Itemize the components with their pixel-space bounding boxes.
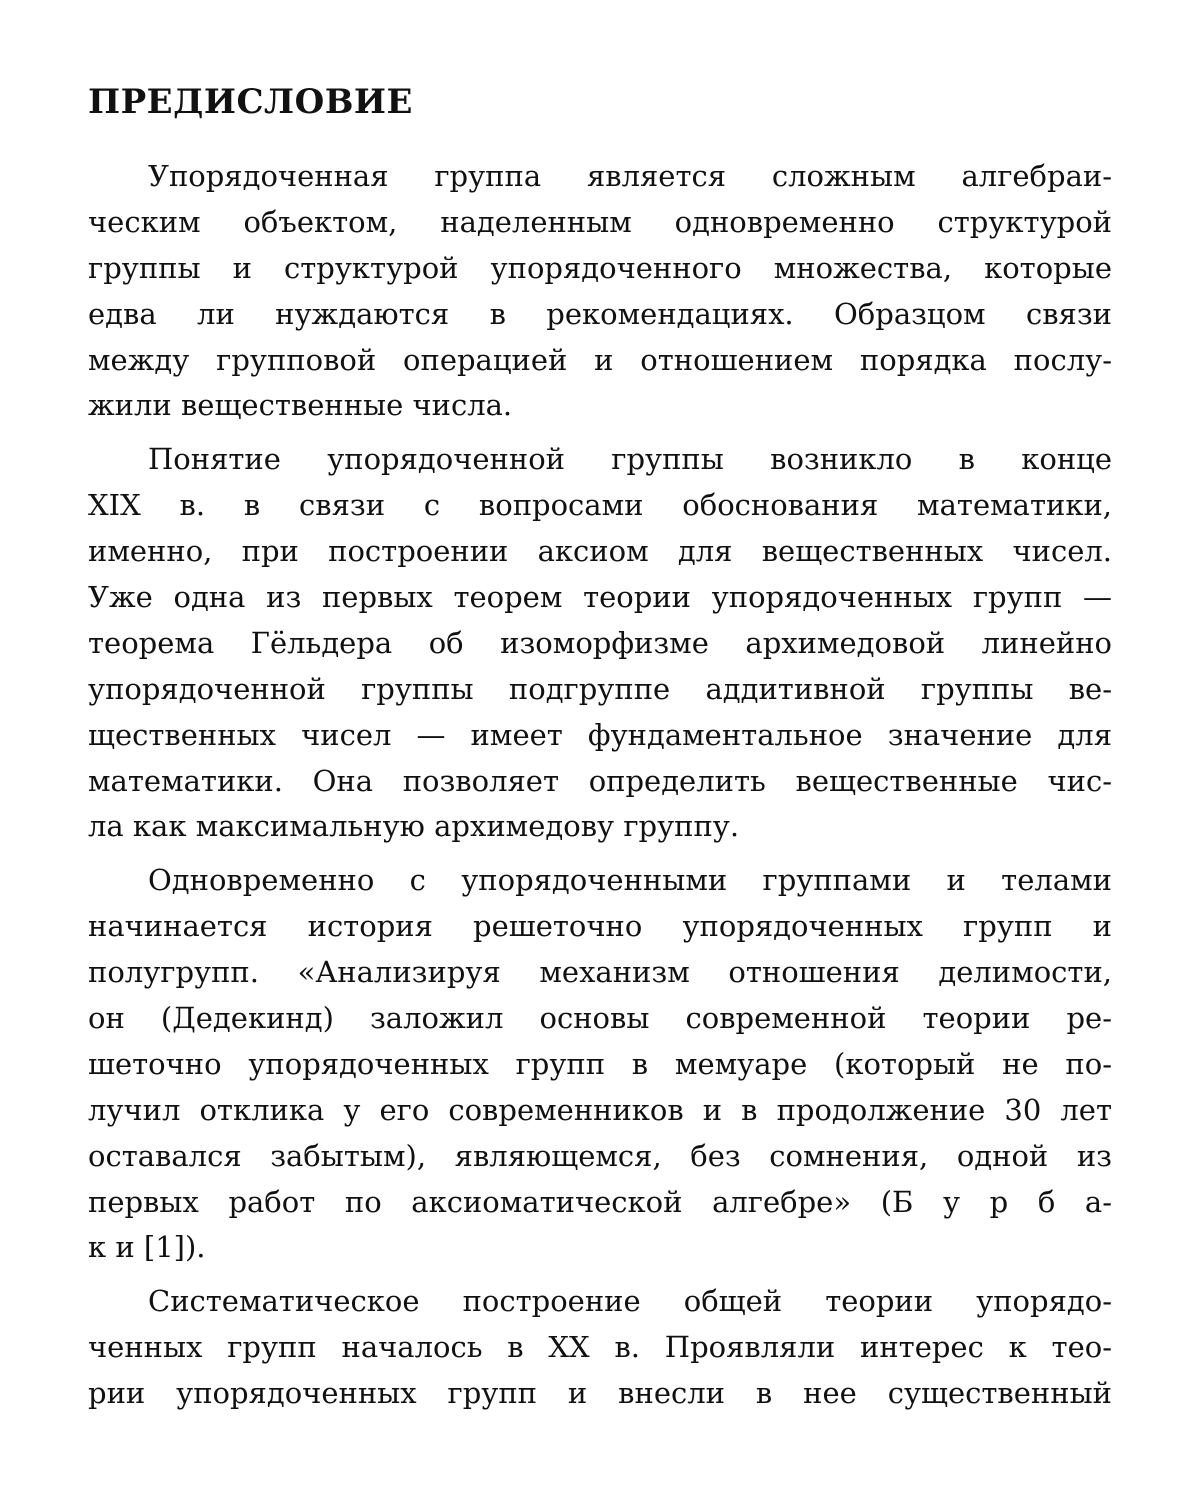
text-line: теорема Гёльдера об изоморфизме архимедовой линейно xyxy=(88,625,1112,660)
text-line: ческим объектом, наделенным одновременно структурой xyxy=(88,204,1112,239)
paragraph-1 xyxy=(88,154,1112,429)
text-line: Одновременно с упорядоченными группами и телами xyxy=(148,863,1112,898)
text-line: к и [1]). xyxy=(88,1230,206,1265)
text-line: лучил отклика у его современников и в продолжение 30 лет xyxy=(88,1092,1112,1127)
text-line: начинается история решеточно упорядоченных групп и xyxy=(88,909,1112,944)
text-line: Упорядоченная группа является сложным алгебраи- xyxy=(148,159,1112,193)
text-line: Систематическое построение общей теории упорядо- xyxy=(148,1284,1112,1319)
text-line: Уже одна из первых теорем теории упорядоченных групп — xyxy=(88,580,1112,615)
text-line: именно, при построении аксиом для вещественных чисел. xyxy=(88,534,1112,569)
text-line: ченных групп началось в XX в. Проявляли интерес к тео- xyxy=(88,1330,1112,1365)
paragraph-4 xyxy=(88,1279,1112,1417)
text-line: между групповой операцией и отношением порядка послу- xyxy=(88,342,1112,377)
text-line: упорядоченной группы подгруппе аддитивной группы ве- xyxy=(88,671,1112,706)
paragraph-3 xyxy=(88,858,1112,1271)
text-line: ла как максимальную архимедову группу. xyxy=(88,809,740,844)
text-line: рии упорядоченных групп и внесли в нее существенный xyxy=(88,1376,1112,1411)
text-line: группы и структурой упорядоченного множества, которые xyxy=(88,250,1112,285)
text-line: щественных чисел — имеет фундаментальное значение для xyxy=(88,717,1112,752)
page-heading: ПРЕДИСЛОВИЕ xyxy=(88,82,413,122)
text-line: шеточно упорядоченных групп в мемуаре (который не по- xyxy=(88,1046,1112,1081)
text-line: первых работ по аксиоматической алгебре» (Б у р б а- xyxy=(88,1184,1112,1219)
paragraph-2 xyxy=(88,437,1112,850)
text-line: оставался забытым), являющемся, без сомнения, одной из xyxy=(88,1138,1112,1173)
text-line: математики. Она позволяет определить вещественные чис- xyxy=(88,763,1112,798)
book-page xyxy=(88,78,1112,1478)
text-line: полугрупп. «Анализируя механизм отношения делимости, xyxy=(88,955,1112,990)
text-line: едва ли нуждаются в рекомендациях. Образцом связи xyxy=(88,296,1112,331)
text-line: он (Дедекинд) заложил основы современной теории ре- xyxy=(88,1001,1112,1036)
text-line: XIX в. в связи с вопросами обоснования математики, xyxy=(88,488,1112,523)
text-line: жили вещественные числа. xyxy=(88,388,513,423)
text-line: Понятие упорядоченной группы возникло в конце xyxy=(148,442,1112,477)
